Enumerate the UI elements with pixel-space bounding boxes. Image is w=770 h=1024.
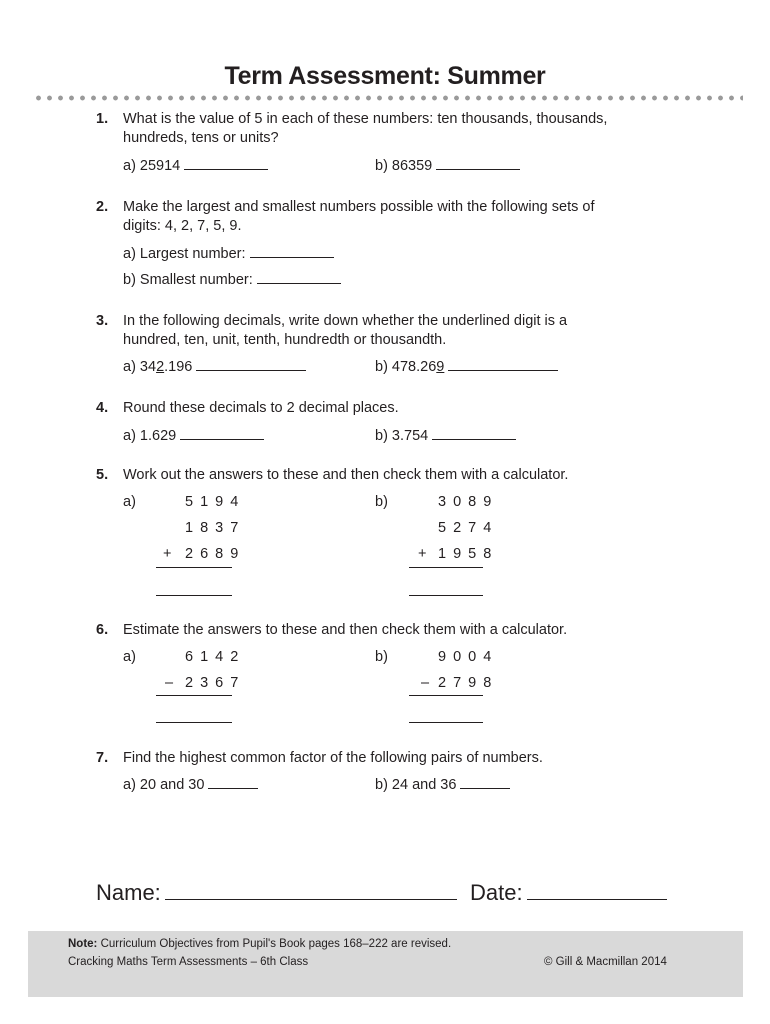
answer-line-5a-total[interactable]	[156, 567, 232, 568]
plus-sign-5b: +	[418, 546, 427, 562]
footer-copyright: © Gill & Macmillan 2014	[544, 956, 667, 968]
question-2-text-line-1: Make the largest and smallest numbers possible with the following sets of	[123, 199, 595, 215]
answer-line-5b-check[interactable]	[409, 595, 483, 596]
question-2a	[123, 244, 334, 264]
question-4a-label: a) 1.629	[123, 428, 177, 444]
question-3b	[375, 357, 558, 377]
sum-5a-row-2: 1837	[185, 520, 246, 536]
sum-5b-row-1: 3089	[438, 494, 499, 510]
answer-line-4a[interactable]	[180, 426, 264, 440]
underlined-digit-3a: 2	[156, 359, 165, 375]
question-3-text-line-2: hundred, ten, unit, tenth, hundredth or thousandth.	[123, 332, 447, 348]
subtraction-6b-row-1: 9004	[438, 649, 499, 665]
sum-5a-row-3: 2689	[185, 546, 246, 562]
name-row	[96, 879, 457, 906]
question-number-4: 4.	[96, 400, 109, 416]
date-field[interactable]	[527, 879, 667, 900]
footer-note-label: Note:	[68, 938, 98, 950]
question-number-1: 1.	[96, 111, 109, 127]
question-number-5: 5.	[96, 467, 109, 483]
name-label: Name:	[96, 880, 161, 905]
answer-line-5b-total[interactable]	[409, 567, 483, 568]
date-row	[470, 879, 667, 906]
answer-line-7a[interactable]	[208, 775, 258, 789]
answer-line-5a-check[interactable]	[156, 595, 232, 596]
sum-5a-row-1: 5194	[185, 494, 246, 510]
date-label: Date:	[470, 880, 523, 905]
question-6a-label: a)	[123, 649, 136, 665]
answer-line-6a-check[interactable]	[156, 722, 232, 723]
sum-5b-row-2: 5274	[438, 520, 499, 536]
question-7b-label: b) 24 and 36	[375, 777, 457, 793]
question-7-text: Find the highest common factor of the following pairs of numbers.	[123, 750, 543, 766]
answer-line-3b[interactable]	[448, 357, 558, 371]
question-1a	[123, 156, 268, 176]
answer-line-4b[interactable]	[432, 426, 516, 440]
subtraction-6a-row-1: 6142	[185, 649, 246, 665]
answer-line-1b[interactable]	[436, 156, 520, 170]
dotted-divider	[33, 94, 743, 102]
question-7a	[123, 775, 258, 795]
page-title: Term Assessment: Summer	[224, 62, 546, 90]
question-3a	[123, 357, 306, 377]
question-1a-label: a) 25914	[123, 158, 181, 174]
answer-line-6a-total[interactable]	[156, 695, 232, 696]
question-6-text: Estimate the answers to these and then check them with a calculator.	[123, 622, 568, 638]
footer-book-title: Cracking Maths Term Assessments – 6th Class	[68, 956, 309, 968]
answer-line-7b[interactable]	[460, 775, 510, 789]
question-2b	[123, 270, 341, 290]
question-4-text: Round these decimals to 2 decimal places.	[123, 400, 399, 416]
question-4b	[375, 426, 516, 446]
question-4b-label: b) 3.754	[375, 428, 429, 444]
minus-sign-6a: –	[165, 675, 174, 691]
subtraction-6a-row-2: 2367	[185, 675, 246, 691]
answer-line-2a[interactable]	[250, 244, 334, 258]
question-3b-label-start: b) 478.26	[375, 359, 437, 375]
question-2b-label: b) Smallest number:	[123, 272, 253, 288]
question-2a-label: a) Largest number:	[123, 246, 246, 262]
answer-line-2b[interactable]	[257, 270, 341, 284]
question-5b-label: b)	[375, 494, 388, 510]
underlined-digit-3b: 9	[436, 359, 445, 375]
question-4a	[123, 426, 264, 446]
question-1-text-line-2: hundreds, tens or units?	[123, 130, 279, 146]
footer-note	[68, 938, 451, 950]
answer-line-6b-check[interactable]	[409, 722, 483, 723]
answer-line-6b-total[interactable]	[409, 695, 483, 696]
question-5-text: Work out the answers to these and then check them with a calculator.	[123, 467, 569, 483]
question-1b-label: b) 86359	[375, 158, 433, 174]
plus-sign-5a: +	[163, 546, 172, 562]
question-2-text-line-2: digits: 4, 2, 7, 5, 9.	[123, 218, 242, 234]
footer-note-text: Curriculum Objectives from Pupil's Book pages 168–222 are revised.	[97, 938, 452, 950]
question-3-text-line-1: In the following decimals, write down whether the underlined digit is a	[123, 313, 568, 329]
question-1b	[375, 156, 520, 176]
subtraction-6b-row-2: 2798	[438, 675, 499, 691]
question-3a-label-start: a) 34	[123, 359, 157, 375]
question-number-3: 3.	[96, 313, 109, 329]
answer-line-1a[interactable]	[184, 156, 268, 170]
question-1-text-line-1: What is the value of 5 in each of these numbers: ten thousands, thousands,	[123, 111, 608, 127]
question-number-6: 6.	[96, 622, 109, 638]
sum-5b-row-3: 1958	[438, 546, 499, 562]
name-field[interactable]	[165, 879, 457, 900]
question-number-7: 7.	[96, 750, 109, 766]
question-7b	[375, 775, 510, 795]
question-3a-label-end: .196	[164, 359, 193, 375]
question-number-2: 2.	[96, 199, 109, 215]
minus-sign-6b: –	[421, 675, 430, 691]
question-7a-label: a) 20 and 30	[123, 777, 205, 793]
answer-line-3a[interactable]	[196, 357, 306, 371]
question-6b-label: b)	[375, 649, 388, 665]
question-5a-label: a)	[123, 494, 136, 510]
